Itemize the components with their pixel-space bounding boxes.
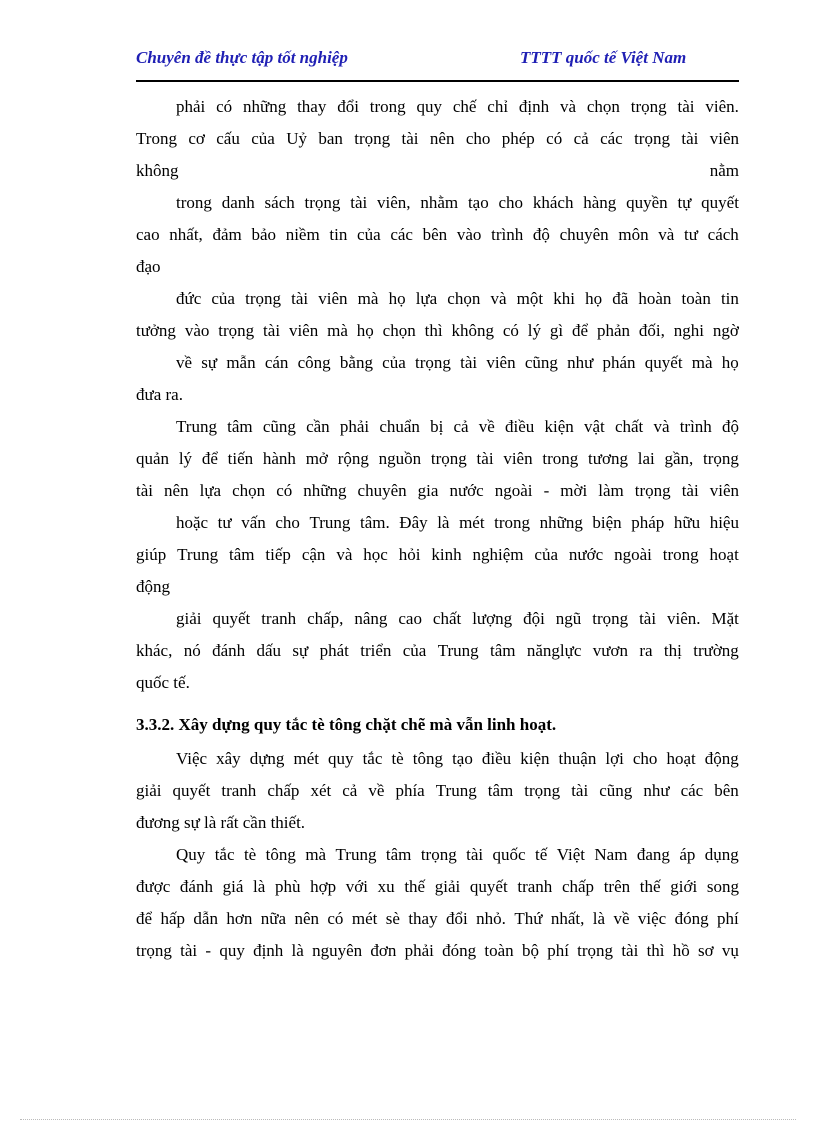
text-line: động: [136, 577, 170, 596]
text-line: Trung tâm cũng cần phải chuẩn bị cả về điều kiện vật chất và trình độ: [176, 417, 739, 436]
text-line: quản lý để tiến hành mở rộng nguồn trọng tài viên trong tương lai gần, trọng: [136, 449, 739, 468]
text-line: Quy tắc tè tông mà Trung tâm trọng tài quốc tế Việt Nam đang áp dụng: [176, 845, 739, 864]
paragraph-block-trong-tai-vien: [136, 91, 739, 699]
text-line: đưa ra.: [136, 385, 183, 404]
text-line: cao nhất, đảm bảo niềm tin của các bên vào trình độ chuyên môn và tư cách: [136, 225, 739, 244]
text-line: được đánh giá là phù hợp với xu thế giải quyết tranh chấp trên thế giới song: [136, 877, 739, 896]
text-line: không nằm: [136, 161, 739, 180]
header-divider: [136, 80, 739, 82]
text-line: tài nên lựa chọn có những chuyên gia nước ngoài - mời làm trọng tài viên: [136, 481, 739, 500]
text-line: đức của trọng tài viên mà họ lựa chọn và một khi họ đã hoàn toàn tin: [176, 289, 739, 308]
text-line: hoặc tư vấn cho Trung tâm. Đây là mét trong những biện pháp hữu hiệu: [176, 513, 739, 532]
text-line: phải có những thay đổi trong quy chế chỉ định và chọn trọng tài viên.: [176, 97, 739, 116]
text-line: giúp Trung tâm tiếp cận và học hỏi kinh nghiệm của nước ngoài trong hoạt: [136, 545, 739, 564]
text-line: để hấp dẫn hơn nữa nên có mét sè thay đổi nhỏ. Thứ nhất, là về việc đóng phí: [136, 909, 739, 928]
page-header: [136, 48, 739, 74]
text-line: trọng tài - quy định là nguyên đơn phải đóng toàn bộ phí trọng tài thì hồ sơ vụ: [136, 941, 739, 960]
paragraph-block-quy-tac-to-tung: [136, 743, 739, 967]
text-line: về sự mẫn cán công bằng của trọng tài viên cũng như phán quyết mà họ: [176, 353, 739, 372]
text-line: khác, nó đánh dấu sự phát triển của Trung tâm nănglực vươn ra thị trường: [136, 641, 739, 660]
header-organization: TTTT quốc tế Việt Nam: [520, 48, 687, 67]
text-line: trong danh sách trọng tài viên, nhằm tạo cho khách hàng quyền tự quyết: [176, 193, 739, 212]
text-line: quốc tế.: [136, 673, 190, 692]
text-line: đạo: [136, 257, 161, 276]
text-line: giải quyết tranh chấp, nâng cao chất lượng đội ngũ trọng tài viên. Mặt: [176, 609, 739, 628]
text-line: đương sự là rất cần thiết.: [136, 813, 306, 832]
header-document-title: Chuyên đề thực tập tốt nghiệp: [136, 48, 348, 67]
text-line: giải quyết tranh chấp xét cả về phía Trung tâm trọng tài cũng như các bên: [136, 781, 739, 800]
document-body: [136, 91, 739, 967]
footer-divider: [20, 1119, 796, 1120]
section-heading: 3.3.2. Xây dựng quy tắc tè tông chặt chẽ mà vẫn linh hoạt.: [136, 715, 557, 734]
text-line: tưởng vào trọng tài viên mà họ chọn thì không có lý gì để phản đối, nghi ngờ: [136, 321, 739, 340]
text-line: Việc xây dựng mét quy tắc tè tông tạo điều kiện thuận lợi cho hoạt động: [176, 749, 739, 768]
text-line: Trong cơ cấu của Uỷ ban trọng tài nên cho phép có cả các trọng tài viên: [136, 129, 739, 148]
